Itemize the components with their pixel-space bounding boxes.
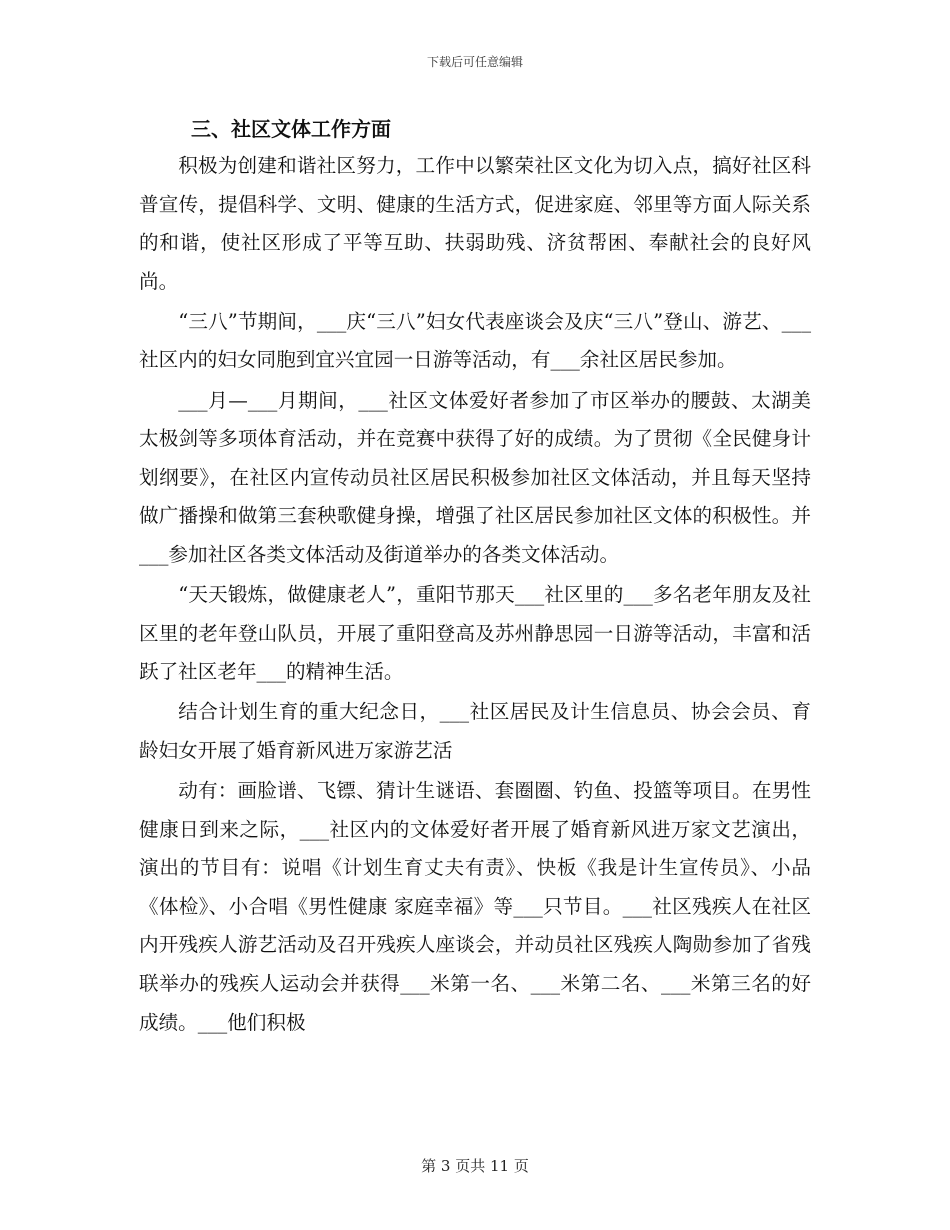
paragraph: “三八”节期间，___庆“三八”妇女代表座谈会及庆“三八”登山、游艺、___社区内的妇女同胞到宜兴宜园一日游等活动，有___余社区居民参加。 <box>139 309 811 372</box>
document-body <box>139 112 811 1042</box>
paragraph: 积极为创建和谐社区努力，工作中以繁荣社区文化为切入点，搞好社区科普宣传，提倡科学、文明、健康的生活方式，促进家庭、邻里等方面人际关系的和谐，使社区形成了平等互助、扶弱助残、济贫帮困、奉献社会的良好风尚。 <box>139 154 811 293</box>
paragraph: 结合计划生育的重大纪念日，___社区居民及计生信息员、协会会员、育龄妇女开展了婚育新风进万家游艺活 <box>139 700 811 762</box>
paragraph: ___月—___月期间，___社区文体爱好者参加了市区举办的腰鼓、太湖美太极剑等多项体育活动，并在竞赛中获得了好的成绩。为了贯彻《全民健身计划纲要》，在社区内宣传动员社区居民积极参加社区文体活动，并且每天坚持做广播操和做第三套秧歌健身操，增强了社区居民参加社区文体的积极性。并___参加社区各类文体活动及街道举办的各类文体活动。 <box>139 388 811 566</box>
section-title: 三、社区文体工作方面 <box>191 117 391 141</box>
page-number: 第 3 页共 11 页 <box>421 1157 529 1175</box>
paragraph: 动有：画脸谱、飞镖、猜计生谜语、套圈圈、钓鱼、投篮等项目。在男性健康日到来之际，___社区内的文体爱好者开展了婚育新风进万家文艺演出，演出的节目有：说唱《计划生育丈夫有责》、快板《我是计生宣传员》、小品《体检》、小合唱《男性健康 家庭幸福》等___只节目。___社区残疾人在社区内开残疾人游艺活动及召开残疾人座谈会，并动员社区残疾人陶勋参加了省残联举办的残疾人运动会并获得___米第一名、___米第二名、___米第三名的好成绩。___他们积极 <box>139 779 811 1034</box>
paragraph: “天天锻炼，做健康老人”，重阳节那天___社区里的___多名老年朋友及社区里的老年登山队员，开展了重阳登高及苏州静思园一日游等活动，丰富和活跃了社区老年___的精神生活。 <box>139 583 811 684</box>
page-header-note: 下载后可任意编辑 <box>426 55 523 69</box>
